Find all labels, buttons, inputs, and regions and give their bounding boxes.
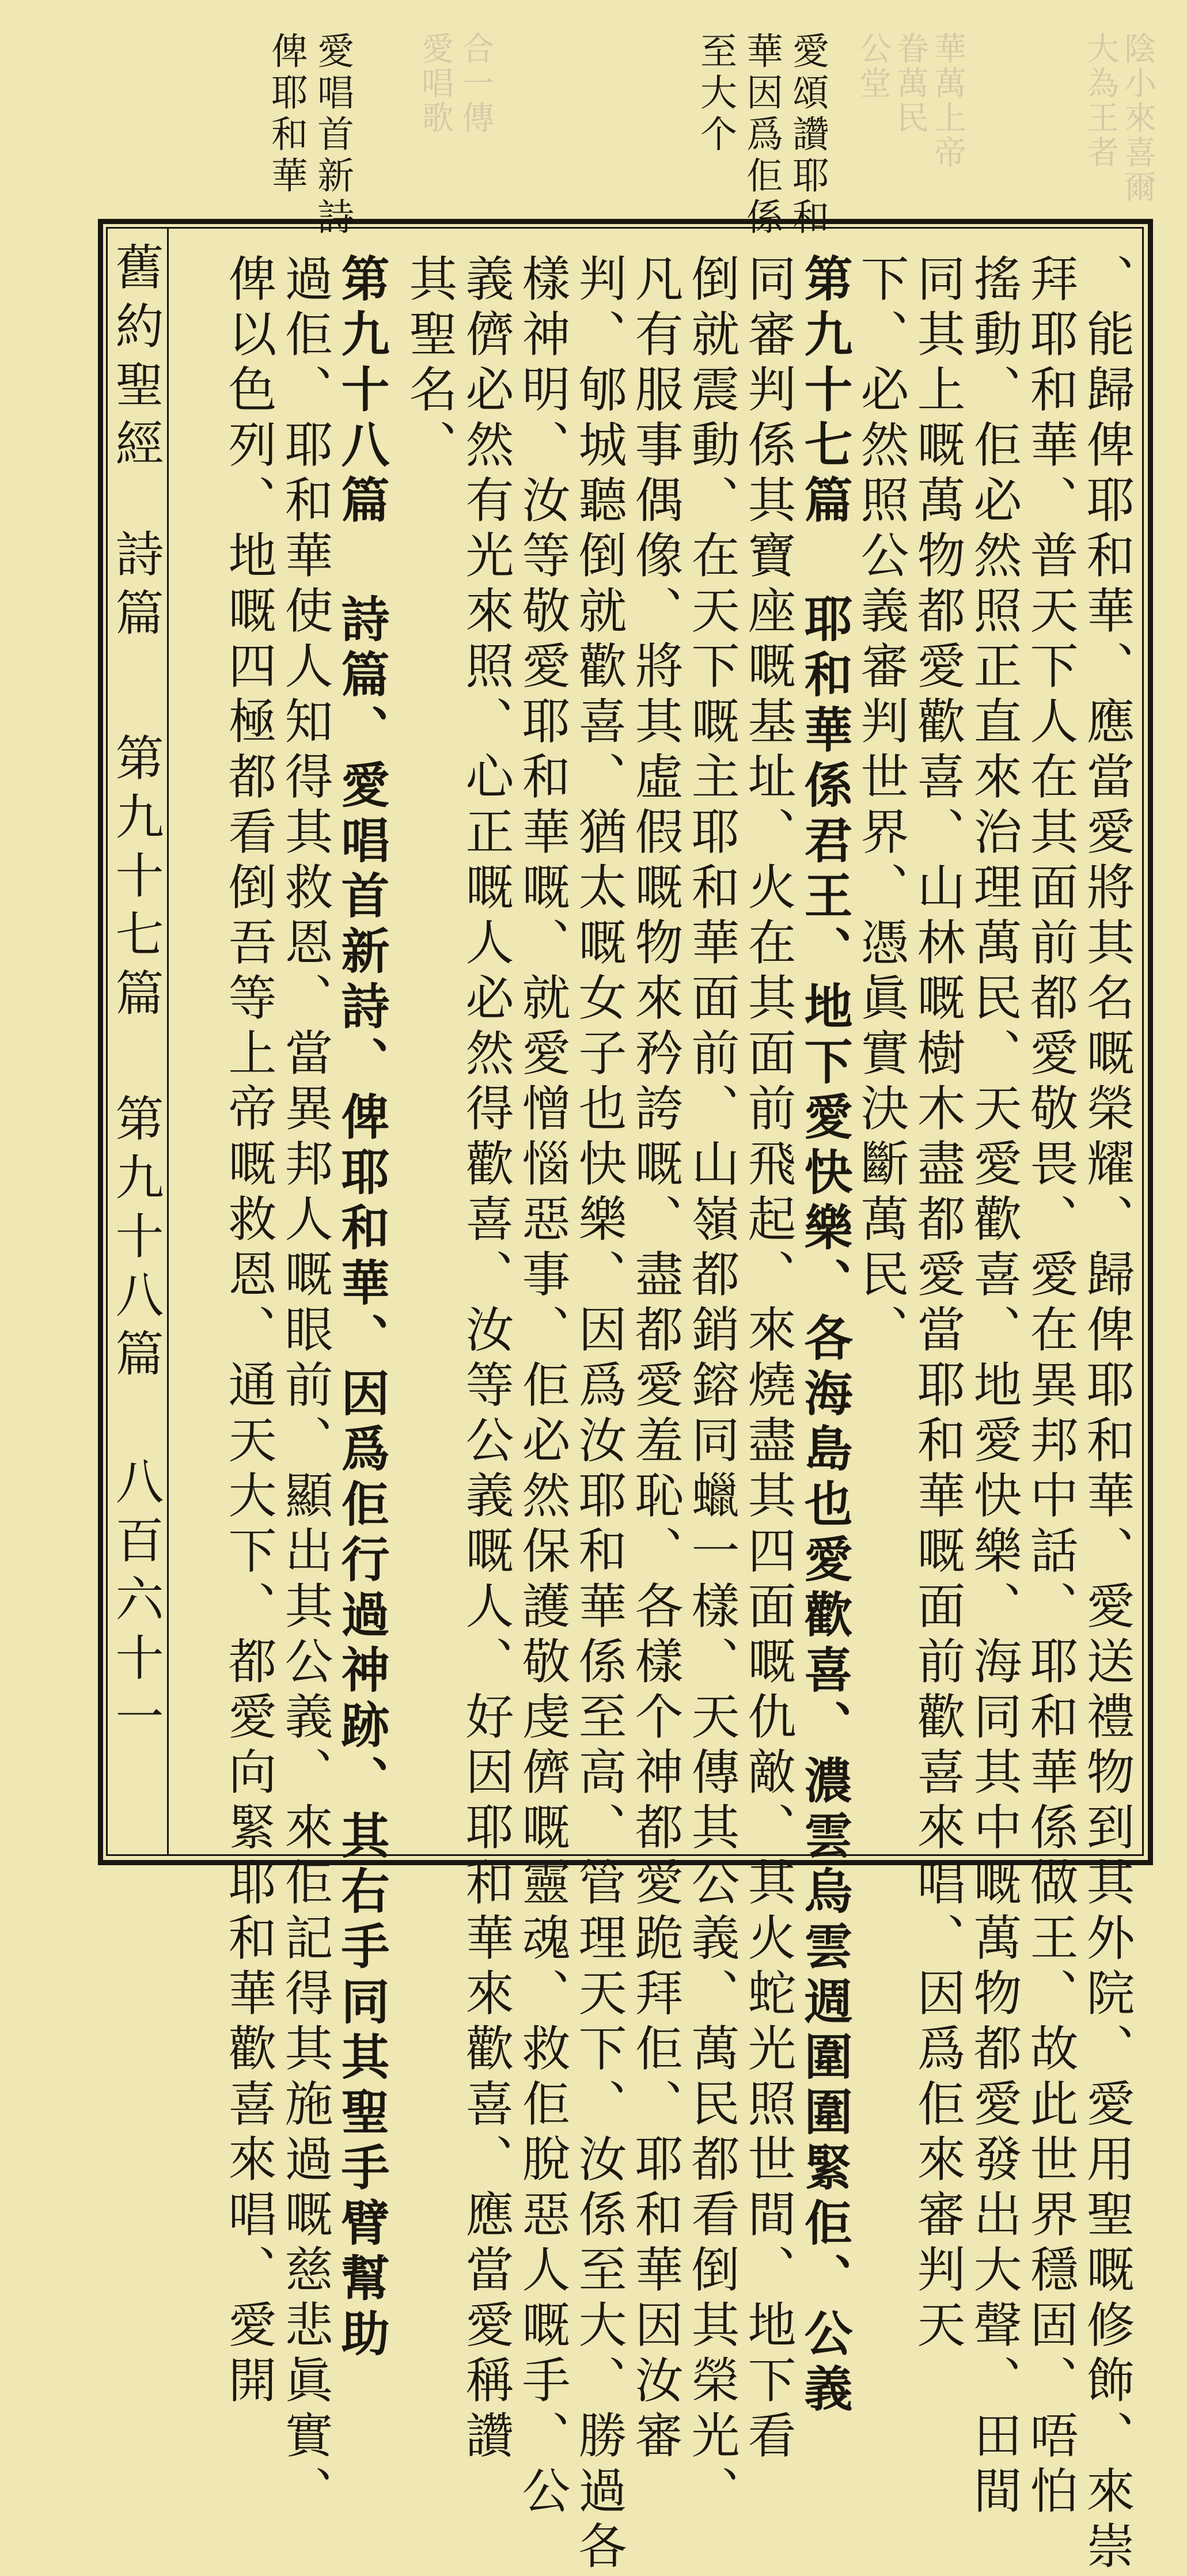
text-column: 凡有服事偶像、將其虛假嘅物來矜誇嘅、盡都愛羞恥、各樣个神都愛跪拜佢、耶和華因汝審 [627, 253, 684, 2465]
text-column-chapter-start: 第九十八篇 詩篇、愛唱首新詩、俾耶和華、因爲佢行過神跡、其右手同其聖手臂幫助 [333, 253, 390, 2363]
margin-note: 俾耶和華 [265, 32, 308, 198]
text-column-chapter-start: 第九十七篇 耶和華係君王、地下愛快樂、各海島也愛歡喜、濃雲烏雲週圍圍緊佢、公義 [797, 253, 854, 2419]
chapter-range: 第九十七篇 第九十八篇 [108, 733, 164, 1387]
margin-note: 至大个 [694, 32, 737, 156]
ghost-text-column: 華萬上帝 [929, 32, 966, 170]
text-column: 義儕必然有光來照、心正嘅人必然得歡喜、汝等公義嘅人、好因耶和華來歡喜、應當愛稱讚 [458, 253, 514, 2465]
text-column: 拜耶和華、普天下人在其面前都愛敬畏、愛在異邦中話、耶和華係做王、故此世界穩固、唔怕 [1022, 253, 1079, 2521]
text-column: 下、必然照公義審判世界、憑眞實決斷萬民、 [853, 253, 909, 1359]
text-column: 俾以色列、地嘅四極都看倒吾等上帝嘅救恩、通天大下、都愛向緊耶和華歡喜來唱、愛開 [221, 253, 277, 2410]
book-title: 舊約聖經 [108, 242, 164, 477]
ghost-text-column: 大為王者 [1082, 32, 1119, 170]
text-column: 樣神明、汝等敬愛耶和華嘅、就愛憎惱惡事、佢必然保護敬虔儕嘅靈魂、救佢脫惡人嘅手、公 [514, 253, 571, 2521]
ghost-text-column: 公堂 [854, 32, 892, 101]
text-column: 其聖名、 [401, 253, 458, 475]
section-title: 詩篇 [108, 529, 164, 646]
text-column: 判、郇城聽倒就歡喜、猶太嘅女子也快樂、因爲汝耶和華係至高、管理天下、汝係至大、勝過各 [571, 253, 627, 2576]
text-column: 、能歸俾耶和華、應當愛將其名嘅榮耀、歸俾耶和華、愛送禮物到其外院、愛用聖嘅修飾、來崇 [1079, 253, 1135, 2576]
page-number: 八百六十一 [108, 1456, 164, 1750]
margin-note: 愛唱首新詩 [311, 32, 354, 239]
text-column: 同審判係其寶座嘅基址、火在其面前飛起、來燒盡其四面嘅仇敵、其火蛇光照世間、地下看 [740, 253, 797, 2465]
text-column: 同其上嘅萬物都愛歡喜、山林嘅樹木盡都愛當耶和華嘅面前歡喜來唱、因爲佢來審判天 [909, 253, 966, 2355]
running-header [108, 242, 164, 1750]
ghost-text-column: 愛唱歌 [416, 32, 454, 135]
ghost-text-column: 陰小來喜爾 [1119, 32, 1156, 204]
text-column: 倒就震動、在天下嘅主耶和華面前、山嶺都銷鎔同蠟一樣、天傳其公義、萬民都看倒其榮光、 [684, 253, 740, 2521]
text-column: 搖動、佢必然照正直來治理萬民、天愛歡喜、地愛快樂、海同其中嘅萬物都愛發出大聲、田間 [966, 253, 1022, 2521]
ghost-text-column: 合一傳 [457, 32, 494, 135]
margin-note: 華因爲佢係 [740, 32, 783, 239]
ghost-text-column: 眷萬民 [892, 32, 929, 135]
header-divider [167, 227, 169, 1856]
margin-note: 愛頌讚耶和 [786, 32, 829, 239]
text-column: 過佢、耶和華使人知得其救恩、當異邦人嘅眼前、顯出其公義、來佢記得其施過嘅慈悲眞實、 [277, 253, 333, 2521]
